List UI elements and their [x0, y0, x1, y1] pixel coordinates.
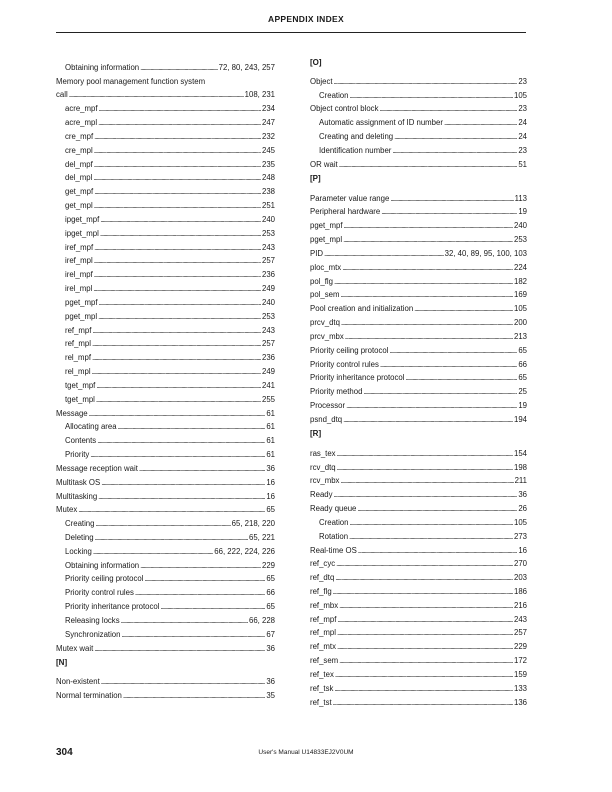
index-entry: Parameter value range . . . 113 — [310, 189, 527, 203]
index-entry: Message . . . 61 — [56, 404, 275, 418]
index-entry: PID . . . 32, 40, 89, 95, 100, 103 — [310, 244, 527, 258]
index-entry: rcv_dtq . . . 198 — [310, 458, 527, 472]
index-entry: Priority control rules . . . 66 — [56, 583, 275, 597]
index-entry: Mutex . . . 65 — [56, 501, 275, 515]
index-entry: Locking . . . 66, 222, 224, 226 — [56, 542, 275, 556]
section-letter-n: [N] — [56, 658, 68, 668]
index-entry: Synchronization . . . 67 — [56, 625, 275, 639]
index-entry: pget_mpf . . . 240 — [56, 293, 275, 307]
index-entry: Normal termination . . . 35 — [56, 686, 275, 700]
index-entry: Deleting . . . 65, 221 — [56, 528, 275, 542]
index-entry: acre_mpl . . . 247 — [56, 113, 275, 127]
index-entry: tget_mpl . . . 255 — [56, 390, 275, 404]
index-entry: irel_mpf . . . 236 — [56, 265, 275, 279]
index-entry: acre_mpf . . . 234 — [56, 99, 275, 113]
index-entry: rel_mpf . . . 236 — [56, 348, 275, 362]
index-entry: del_mpf . . . 235 — [56, 155, 275, 169]
index-entry: OR wait . . . 51 — [310, 155, 527, 169]
index-entry: iref_mpf . . . 243 — [56, 238, 275, 252]
index-entry: Multitask OS . . . 16 — [56, 473, 275, 487]
index-entry: rcv_mbx . . . 211 — [310, 472, 527, 486]
index-entry: Memory pool management function system — [56, 76, 206, 86]
index-entry: Message reception wait . . . 36 — [56, 459, 275, 473]
index-entry: ref_tsk . . . 133 — [310, 679, 527, 693]
index-entry: ref_mpl . . . 257 — [56, 335, 275, 349]
index-entry: prcv_mbx . . . 213 — [310, 327, 527, 341]
index-entry: Obtaining information . . . 72, 80, 243, 257 — [56, 58, 275, 72]
index-entry: Rotation . . . 273 — [310, 527, 527, 541]
document-id: User's Manual U14833EJ2V0UM — [258, 749, 354, 756]
index-entry: Allocating area . . . 61 — [56, 418, 275, 432]
index-entry: pget_mpl . . . 253 — [56, 307, 275, 321]
index-entry: ref_tex . . . 159 — [310, 665, 527, 679]
index-entry: Creation . . . 105 — [310, 86, 527, 100]
page-number: 304 — [56, 747, 73, 758]
section-letter-p: [P] — [310, 174, 321, 184]
index-entry: Object . . . 23 — [310, 72, 527, 86]
index-entry: del_mpl . . . 248 — [56, 169, 275, 183]
running-header: APPENDIX INDEX — [268, 14, 344, 24]
index-entry: Object control block . . . 23 — [310, 100, 527, 114]
index-entry: pol_flg . . . 182 — [310, 272, 527, 286]
index-entry: Pool creation and initialization . . . 105 — [310, 299, 527, 313]
index-entry: cre_mpl . . . 245 — [56, 141, 275, 155]
index-entry: pol_sem . . . 169 — [310, 286, 527, 300]
index-entry: Priority . . . 61 — [56, 445, 275, 459]
index-entry: get_mpf . . . 238 — [56, 182, 275, 196]
index-entry: Creating and deleting . . . 24 — [310, 127, 527, 141]
index-entry: Priority inheritance protocol . . . 65 — [310, 369, 527, 383]
index-entry: psnd_dtq . . . 194 — [310, 410, 527, 424]
index-entry: pget_mpl . . . 253 — [310, 230, 527, 244]
index-entry: Identification number . . . 23 — [310, 141, 527, 155]
index-entry: Automatic assignment of ID number . . . 24 — [310, 113, 527, 127]
index-entry: ipget_mpl . . . 253 — [56, 224, 275, 238]
index-entry: irel_mpl . . . 249 — [56, 279, 275, 293]
index-entry: ref_mpf . . . 243 — [56, 321, 275, 335]
index-entry: Contents . . . 61 — [56, 431, 275, 445]
index-entry: Priority inheritance protocol . . . 65 — [56, 597, 275, 611]
index-entry: iref_mpl . . . 257 — [56, 252, 275, 266]
index-column-left — [56, 58, 275, 700]
index-entry: Ready queue . . . 26 — [310, 499, 527, 513]
index-column-right — [310, 58, 527, 707]
index-entry: ref_sem . . . 172 — [310, 651, 527, 665]
section-letter-o: [O] — [310, 58, 322, 67]
index-entry: ref_cyc . . . 270 — [310, 555, 527, 569]
index-entry: Releasing locks . . . 66, 228 — [56, 611, 275, 625]
index-entry: Creating . . . 65, 218, 220 — [56, 514, 275, 528]
index-entry: Mutex wait . . . 36 — [56, 639, 275, 653]
index-entry: Ready . . . 36 — [310, 485, 527, 499]
index-entry: ref_mpl . . . 257 — [310, 624, 527, 638]
index-entry: cre_mpf . . . 232 — [56, 127, 275, 141]
index-entry: Creation . . . 105 — [310, 513, 527, 527]
index-entry: ref_flg . . . 186 — [310, 582, 527, 596]
index-entry: rel_mpl . . . 249 — [56, 362, 275, 376]
section-letter-r: [R] — [310, 429, 322, 439]
index-entry: Peripheral hardware . . . 19 — [310, 203, 527, 217]
index-entry: ref_mpf . . . 243 — [310, 610, 527, 624]
index-entry: Priority method . . . 25 — [310, 382, 527, 396]
index-entry: ref_dtq . . . 203 — [310, 568, 527, 582]
index-entry: prcv_dtq . . . 200 — [310, 313, 527, 327]
index-entry: Priority control rules . . . 66 — [310, 355, 527, 369]
index-entry: Processor . . . 19 — [310, 396, 527, 410]
index-entry: call . . . 108, 231 — [56, 86, 275, 100]
index-entry: Obtaining information . . . 229 — [56, 556, 275, 570]
index-entry: tget_mpf . . . 241 — [56, 376, 275, 390]
index-entry: Priority ceiling protocol . . . 65 — [310, 341, 527, 355]
index-entry: Non-existent . . . 36 — [56, 673, 275, 687]
header-rule — [56, 32, 526, 33]
index-entry: pget_mpf . . . 240 — [310, 216, 527, 230]
index-entry: ras_tex . . . 154 — [310, 444, 527, 458]
index-entry: ipget_mpf . . . 240 — [56, 210, 275, 224]
index-entry: get_mpl . . . 251 — [56, 196, 275, 210]
index-entry: ref_mtx . . . 229 — [310, 637, 527, 651]
index-entry: Real-time OS . . . 16 — [310, 541, 527, 555]
index-entry: ref_mbx . . . 216 — [310, 596, 527, 610]
index-entry: ref_tst . . . 136 — [310, 693, 527, 707]
index-entry: Multitasking . . . 16 — [56, 487, 275, 501]
index-entry: Priority ceiling protocol . . . 65 — [56, 570, 275, 584]
index-entry: ploc_mtx . . . 224 — [310, 258, 527, 272]
